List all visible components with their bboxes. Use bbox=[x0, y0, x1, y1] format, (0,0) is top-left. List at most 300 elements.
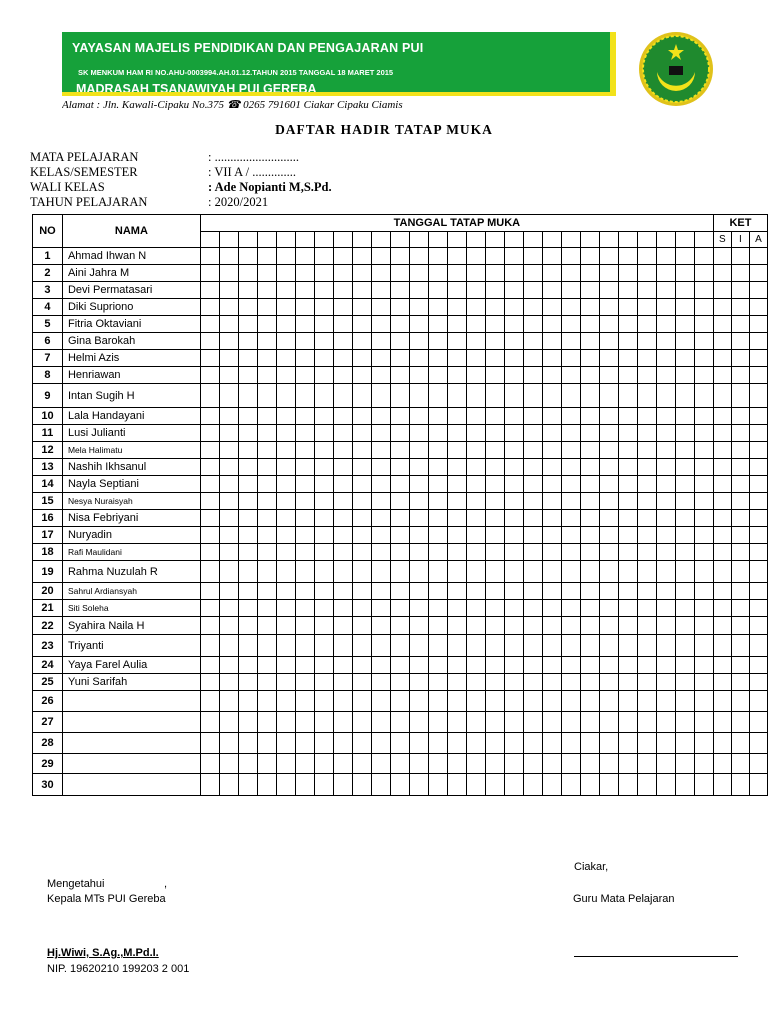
attendance-cell bbox=[447, 493, 466, 510]
attendance-cell bbox=[675, 476, 694, 493]
attendance-cell bbox=[637, 617, 656, 635]
attendance-cell bbox=[257, 774, 276, 796]
attendance-cell bbox=[238, 510, 257, 527]
attendance-cell bbox=[371, 476, 390, 493]
attendance-cell bbox=[390, 476, 409, 493]
attendance-cell bbox=[542, 561, 561, 583]
ket-sub-header: I bbox=[731, 232, 749, 248]
attendance-cell bbox=[485, 425, 504, 442]
attendance-cell bbox=[219, 316, 238, 333]
attendance-cell bbox=[580, 733, 599, 754]
date-column-cell bbox=[409, 232, 428, 248]
attendance-cell bbox=[409, 774, 428, 796]
attendance-cell bbox=[485, 674, 504, 691]
attendance-cell bbox=[504, 316, 523, 333]
table-row bbox=[33, 367, 768, 384]
attendance-cell bbox=[580, 442, 599, 459]
attendance-cell bbox=[523, 527, 542, 544]
attendance-cell bbox=[561, 367, 580, 384]
attendance-cell bbox=[618, 265, 637, 282]
date-column-cell bbox=[580, 232, 599, 248]
attendance-cell bbox=[409, 674, 428, 691]
row-number: 16 bbox=[33, 510, 63, 527]
attendance-cell bbox=[675, 527, 694, 544]
attendance-cell bbox=[749, 248, 767, 265]
attendance-cell bbox=[219, 333, 238, 350]
attendance-cell bbox=[257, 617, 276, 635]
attendance-cell bbox=[447, 527, 466, 544]
attendance-cell bbox=[485, 350, 504, 367]
attendance-cell bbox=[618, 600, 637, 617]
column-header-name: NAMA bbox=[62, 215, 200, 248]
attendance-cell bbox=[656, 674, 675, 691]
attendance-cell bbox=[675, 561, 694, 583]
attendance-cell bbox=[428, 459, 447, 476]
attendance-cell bbox=[295, 754, 314, 774]
attendance-cell bbox=[276, 299, 295, 316]
attendance-cell bbox=[390, 459, 409, 476]
attendance-cell bbox=[276, 350, 295, 367]
student-name bbox=[62, 774, 200, 796]
attendance-cell bbox=[352, 561, 371, 583]
attendance-cell bbox=[238, 299, 257, 316]
attendance-cell bbox=[390, 527, 409, 544]
attendance-cell bbox=[409, 544, 428, 561]
attendance-cell bbox=[219, 442, 238, 459]
attendance-cell bbox=[466, 527, 485, 544]
date-column-cell bbox=[637, 232, 656, 248]
student-name: Rahma Nuzulah R bbox=[62, 561, 200, 583]
attendance-cell bbox=[276, 384, 295, 408]
attendance-cell bbox=[314, 600, 333, 617]
attendance-cell bbox=[447, 316, 466, 333]
attendance-cell bbox=[749, 674, 767, 691]
attendance-cell bbox=[466, 384, 485, 408]
row-number: 13 bbox=[33, 459, 63, 476]
attendance-cell bbox=[731, 367, 749, 384]
attendance-cell bbox=[371, 544, 390, 561]
attendance-cell bbox=[485, 691, 504, 712]
attendance-cell bbox=[219, 384, 238, 408]
attendance-cell bbox=[295, 316, 314, 333]
attendance-cell bbox=[580, 712, 599, 733]
attendance-cell bbox=[219, 712, 238, 733]
attendance-cell bbox=[466, 561, 485, 583]
attendance-cell bbox=[713, 657, 731, 674]
attendance-cell bbox=[371, 583, 390, 600]
attendance-cell bbox=[295, 265, 314, 282]
attendance-cell bbox=[675, 299, 694, 316]
attendance-cell bbox=[523, 544, 542, 561]
attendance-cell bbox=[390, 754, 409, 774]
attendance-cell bbox=[713, 583, 731, 600]
attendance-cell bbox=[694, 544, 713, 561]
attendance-cell bbox=[409, 282, 428, 299]
attendance-cell bbox=[637, 561, 656, 583]
attendance-cell bbox=[466, 510, 485, 527]
attendance-cell bbox=[314, 459, 333, 476]
info-value: : ........................... bbox=[208, 150, 299, 164]
attendance-cell bbox=[447, 617, 466, 635]
table-row bbox=[33, 316, 768, 333]
attendance-cell bbox=[542, 600, 561, 617]
attendance-cell bbox=[409, 617, 428, 635]
attendance-cell bbox=[466, 282, 485, 299]
attendance-cell bbox=[371, 657, 390, 674]
principal-title: Kepala MTs PUI Gereba bbox=[47, 893, 166, 905]
attendance-cell bbox=[504, 493, 523, 510]
attendance-cell bbox=[713, 527, 731, 544]
table-row bbox=[33, 459, 768, 476]
letterhead-band bbox=[62, 32, 616, 96]
attendance-cell bbox=[561, 583, 580, 600]
attendance-cell bbox=[694, 754, 713, 774]
attendance-cell bbox=[731, 384, 749, 408]
attendance-cell bbox=[371, 774, 390, 796]
attendance-cell bbox=[295, 674, 314, 691]
attendance-cell bbox=[713, 299, 731, 316]
student-name: Ahmad Ihwan N bbox=[62, 248, 200, 265]
attendance-cell bbox=[618, 544, 637, 561]
attendance-cell bbox=[523, 265, 542, 282]
attendance-cell bbox=[219, 408, 238, 425]
attendance-cell bbox=[466, 299, 485, 316]
row-number: 26 bbox=[33, 691, 63, 712]
attendance-cell bbox=[637, 493, 656, 510]
attendance-cell bbox=[561, 754, 580, 774]
attendance-cell bbox=[447, 691, 466, 712]
date-column-cell bbox=[314, 232, 333, 248]
attendance-cell bbox=[580, 617, 599, 635]
table-row bbox=[33, 754, 768, 774]
attendance-cell bbox=[637, 774, 656, 796]
row-number: 12 bbox=[33, 442, 63, 459]
attendance-cell bbox=[257, 657, 276, 674]
attendance-cell bbox=[561, 712, 580, 733]
row-number: 4 bbox=[33, 299, 63, 316]
attendance-cell bbox=[485, 248, 504, 265]
attendance-cell bbox=[485, 583, 504, 600]
attendance-cell bbox=[466, 248, 485, 265]
attendance-cell bbox=[523, 350, 542, 367]
student-name: Nashih Ikhsanul bbox=[62, 459, 200, 476]
attendance-cell bbox=[390, 299, 409, 316]
attendance-cell bbox=[599, 754, 618, 774]
attendance-cell bbox=[599, 493, 618, 510]
attendance-cell bbox=[599, 635, 618, 657]
attendance-cell bbox=[428, 754, 447, 774]
attendance-cell bbox=[749, 635, 767, 657]
attendance-cell bbox=[447, 299, 466, 316]
attendance-cell bbox=[675, 316, 694, 333]
attendance-cell bbox=[352, 733, 371, 754]
attendance-cell bbox=[219, 527, 238, 544]
attendance-cell bbox=[371, 248, 390, 265]
attendance-cell bbox=[409, 459, 428, 476]
teacher-title: Guru Mata Pelajaran bbox=[573, 893, 675, 905]
attendance-cell bbox=[542, 527, 561, 544]
attendance-cell bbox=[257, 350, 276, 367]
attendance-cell bbox=[333, 527, 352, 544]
attendance-cell bbox=[542, 691, 561, 712]
attendance-cell bbox=[200, 442, 219, 459]
row-number: 20 bbox=[33, 583, 63, 600]
attendance-cell bbox=[675, 774, 694, 796]
attendance-cell bbox=[314, 425, 333, 442]
attendance-cell bbox=[466, 635, 485, 657]
table-row bbox=[33, 265, 768, 282]
attendance-cell bbox=[200, 384, 219, 408]
attendance-cell bbox=[713, 733, 731, 754]
attendance-cell bbox=[675, 544, 694, 561]
attendance-cell bbox=[371, 600, 390, 617]
attendance-cell bbox=[200, 674, 219, 691]
attendance-cell bbox=[333, 561, 352, 583]
column-header-ket: KET bbox=[713, 215, 767, 232]
attendance-cell bbox=[637, 674, 656, 691]
attendance-cell bbox=[219, 459, 238, 476]
attendance-cell bbox=[599, 712, 618, 733]
student-name: Gina Barokah bbox=[62, 333, 200, 350]
attendance-cell bbox=[238, 712, 257, 733]
student-name: Diki Supriono bbox=[62, 299, 200, 316]
attendance-table bbox=[32, 214, 768, 796]
date-column-cell bbox=[485, 232, 504, 248]
attendance-cell bbox=[731, 544, 749, 561]
attendance-cell bbox=[390, 691, 409, 712]
attendance-cell bbox=[618, 350, 637, 367]
attendance-cell bbox=[295, 408, 314, 425]
attendance-cell bbox=[390, 333, 409, 350]
attendance-cell bbox=[485, 476, 504, 493]
attendance-cell bbox=[428, 657, 447, 674]
attendance-cell bbox=[542, 350, 561, 367]
attendance-cell bbox=[428, 774, 447, 796]
attendance-cell bbox=[295, 561, 314, 583]
attendance-cell bbox=[295, 333, 314, 350]
attendance-cell bbox=[542, 442, 561, 459]
attendance-cell bbox=[333, 408, 352, 425]
date-column-cell bbox=[618, 232, 637, 248]
attendance-cell bbox=[333, 691, 352, 712]
attendance-cell bbox=[731, 493, 749, 510]
attendance-cell bbox=[675, 384, 694, 408]
school-logo-icon bbox=[637, 30, 715, 108]
attendance-cell bbox=[447, 674, 466, 691]
row-number: 18 bbox=[33, 544, 63, 561]
attendance-cell bbox=[561, 265, 580, 282]
attendance-cell bbox=[694, 733, 713, 754]
attendance-cell bbox=[599, 459, 618, 476]
attendance-cell bbox=[542, 425, 561, 442]
info-value: : Ade Nopianti M,S.Pd. bbox=[208, 180, 332, 194]
attendance-cell bbox=[580, 561, 599, 583]
attendance-cell bbox=[352, 774, 371, 796]
attendance-cell bbox=[295, 600, 314, 617]
attendance-cell bbox=[637, 657, 656, 674]
attendance-cell bbox=[333, 674, 352, 691]
info-label: WALI KELAS bbox=[30, 180, 105, 194]
attendance-cell bbox=[599, 774, 618, 796]
attendance-cell bbox=[238, 265, 257, 282]
attendance-cell bbox=[694, 657, 713, 674]
row-number: 28 bbox=[33, 733, 63, 754]
attendance-cell bbox=[675, 733, 694, 754]
attendance-cell bbox=[618, 691, 637, 712]
attendance-cell bbox=[238, 333, 257, 350]
attendance-cell bbox=[409, 299, 428, 316]
table-row bbox=[33, 691, 768, 712]
attendance-cell bbox=[485, 600, 504, 617]
attendance-cell bbox=[656, 350, 675, 367]
attendance-cell bbox=[428, 350, 447, 367]
attendance-cell bbox=[352, 425, 371, 442]
attendance-cell bbox=[694, 583, 713, 600]
attendance-cell bbox=[295, 299, 314, 316]
attendance-cell bbox=[276, 635, 295, 657]
attendance-cell bbox=[731, 442, 749, 459]
school-name: MADRASAH TSANAWIYAH PUI GEREBA bbox=[76, 82, 317, 92]
attendance-cell bbox=[656, 265, 675, 282]
attendance-cell bbox=[580, 408, 599, 425]
attendance-cell bbox=[200, 265, 219, 282]
attendance-cell bbox=[599, 600, 618, 617]
attendance-cell bbox=[561, 476, 580, 493]
attendance-cell bbox=[466, 674, 485, 691]
attendance-cell bbox=[352, 367, 371, 384]
attendance-cell bbox=[219, 691, 238, 712]
attendance-cell bbox=[618, 733, 637, 754]
attendance-cell bbox=[504, 510, 523, 527]
attendance-cell bbox=[694, 635, 713, 657]
attendance-cell bbox=[599, 583, 618, 600]
attendance-cell bbox=[694, 674, 713, 691]
attendance-cell bbox=[523, 384, 542, 408]
attendance-cell bbox=[314, 265, 333, 282]
attendance-cell bbox=[694, 316, 713, 333]
date-column-cell bbox=[371, 232, 390, 248]
attendance-cell bbox=[504, 583, 523, 600]
attendance-cell bbox=[200, 299, 219, 316]
attendance-cell bbox=[504, 561, 523, 583]
attendance-cell bbox=[333, 425, 352, 442]
attendance-cell bbox=[561, 248, 580, 265]
table-row bbox=[33, 333, 768, 350]
attendance-cell bbox=[219, 265, 238, 282]
attendance-cell bbox=[542, 635, 561, 657]
attendance-cell bbox=[749, 333, 767, 350]
attendance-cell bbox=[314, 774, 333, 796]
attendance-cell bbox=[257, 712, 276, 733]
attendance-cell bbox=[371, 527, 390, 544]
attendance-cell bbox=[504, 265, 523, 282]
attendance-cell bbox=[352, 600, 371, 617]
attendance-cell bbox=[257, 476, 276, 493]
attendance-cell bbox=[694, 493, 713, 510]
attendance-cell bbox=[409, 754, 428, 774]
attendance-cell bbox=[200, 754, 219, 774]
attendance-cell bbox=[314, 510, 333, 527]
attendance-cell bbox=[731, 691, 749, 712]
attendance-cell bbox=[428, 384, 447, 408]
attendance-cell bbox=[238, 544, 257, 561]
decree-number: SK MENKUM HAM RI NO.AHU-0003994.AH.01.12.TAHUN 2015 TANGGAL 18 MARET 2015 bbox=[78, 68, 394, 77]
attendance-cell bbox=[523, 299, 542, 316]
attendance-cell bbox=[523, 282, 542, 299]
attendance-cell bbox=[390, 510, 409, 527]
attendance-cell bbox=[409, 691, 428, 712]
attendance-cell bbox=[504, 367, 523, 384]
attendance-cell bbox=[731, 265, 749, 282]
attendance-cell bbox=[371, 367, 390, 384]
attendance-cell bbox=[656, 425, 675, 442]
attendance-cell bbox=[276, 425, 295, 442]
attendance-cell bbox=[390, 600, 409, 617]
attendance-cell bbox=[599, 248, 618, 265]
attendance-cell bbox=[523, 600, 542, 617]
attendance-cell bbox=[637, 333, 656, 350]
attendance-cell bbox=[390, 442, 409, 459]
attendance-cell bbox=[238, 674, 257, 691]
attendance-cell bbox=[504, 600, 523, 617]
attendance-cell bbox=[352, 635, 371, 657]
attendance-cell bbox=[466, 442, 485, 459]
attendance-cell bbox=[618, 442, 637, 459]
attendance-cell bbox=[694, 367, 713, 384]
attendance-cell bbox=[257, 544, 276, 561]
attendance-cell bbox=[694, 561, 713, 583]
attendance-cell bbox=[485, 493, 504, 510]
attendance-cell bbox=[618, 527, 637, 544]
attendance-cell bbox=[523, 691, 542, 712]
attendance-cell bbox=[504, 333, 523, 350]
attendance-cell bbox=[637, 754, 656, 774]
acknowledge-comma: , bbox=[164, 878, 168, 890]
attendance-cell bbox=[238, 583, 257, 600]
attendance-cell bbox=[409, 316, 428, 333]
attendance-cell bbox=[561, 733, 580, 754]
attendance-cell bbox=[428, 408, 447, 425]
attendance-cell bbox=[295, 248, 314, 265]
attendance-cell bbox=[749, 316, 767, 333]
attendance-cell bbox=[637, 510, 656, 527]
attendance-cell bbox=[352, 316, 371, 333]
attendance-cell bbox=[238, 600, 257, 617]
attendance-cell bbox=[219, 674, 238, 691]
attendance-cell bbox=[333, 583, 352, 600]
attendance-cell bbox=[466, 733, 485, 754]
attendance-cell bbox=[599, 367, 618, 384]
table-row bbox=[33, 248, 768, 265]
attendance-cell bbox=[675, 493, 694, 510]
attendance-cell bbox=[333, 733, 352, 754]
attendance-cell bbox=[580, 384, 599, 408]
attendance-cell bbox=[749, 350, 767, 367]
attendance-cell bbox=[447, 544, 466, 561]
attendance-cell bbox=[675, 367, 694, 384]
attendance-cell bbox=[314, 674, 333, 691]
attendance-cell bbox=[523, 442, 542, 459]
attendance-cell bbox=[731, 476, 749, 493]
attendance-cell bbox=[485, 712, 504, 733]
attendance-cell bbox=[238, 527, 257, 544]
attendance-cell bbox=[428, 712, 447, 733]
date-column-cell bbox=[694, 232, 713, 248]
attendance-cell bbox=[523, 408, 542, 425]
attendance-cell bbox=[749, 299, 767, 316]
attendance-cell bbox=[749, 754, 767, 774]
attendance-cell bbox=[542, 333, 561, 350]
